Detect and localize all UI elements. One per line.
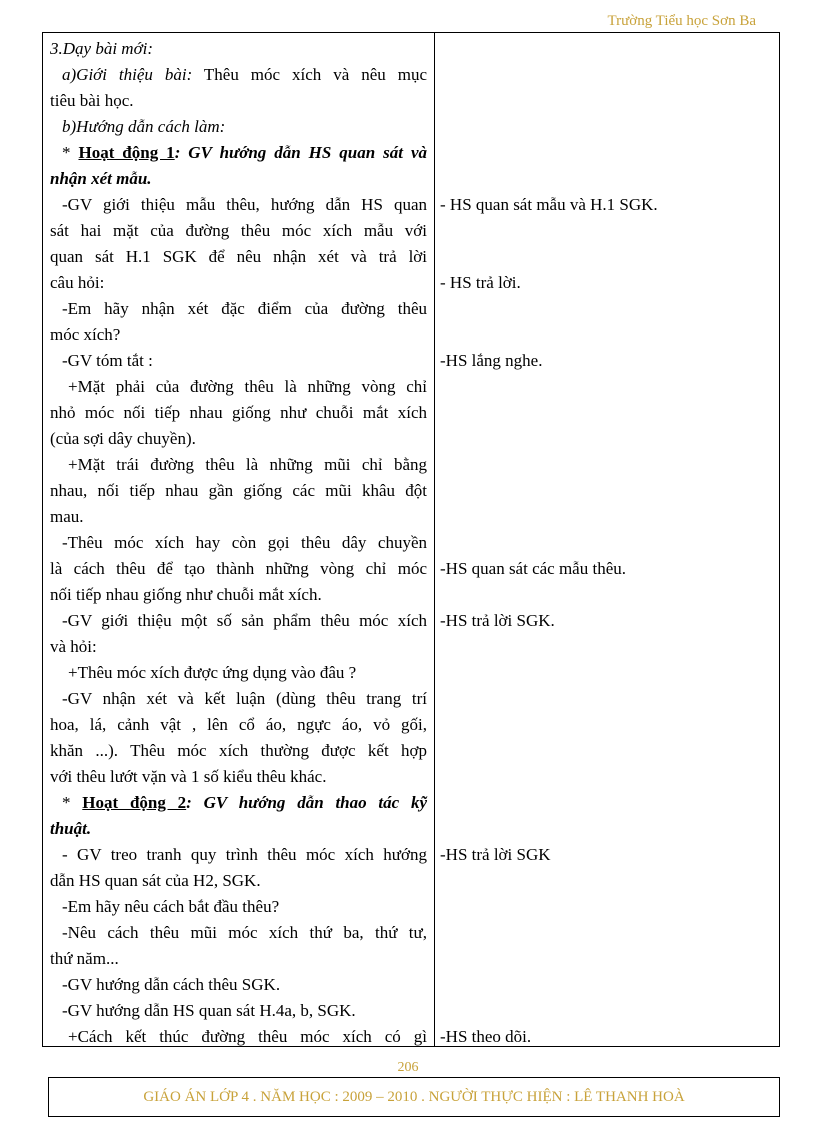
activity-1-title-cont: nhận xét mẫu. xyxy=(50,169,152,188)
text-line: nhau, nối tiếp nhau gần giống các mũi khâu đột xyxy=(50,481,427,500)
text-line: -GV giới thiệu một số sản phẩm thêu móc xích xyxy=(62,611,427,630)
text-line: -Em hãy nêu cách bắt đầu thêu? xyxy=(62,897,280,916)
activity-1-label: Hoạt động 1 xyxy=(78,143,175,162)
text-line: câu hỏi: xyxy=(50,273,105,292)
text-line: -GV giới thiệu mẫu thêu, hướng dẫn HS quan xyxy=(62,195,427,214)
student-activity: - HS quan sát mẫu và H.1 SGK. xyxy=(440,195,658,214)
column-divider xyxy=(434,33,435,1046)
text-line: móc xích? xyxy=(50,325,121,344)
school-name-header: Trường Tiểu học Sơn Ba xyxy=(607,13,756,29)
text-line: - GV treo tranh quy trình thêu móc xích hướng xyxy=(62,845,427,864)
text-line: -Nêu cách thêu mũi móc xích thứ ba, thứ tư, xyxy=(62,923,427,942)
text-line: +Mặt trái đường thêu là những mũi chỉ bằng xyxy=(68,455,427,474)
text-line: -GV hướng dẫn HS quan sát H.4a, b, SGK. xyxy=(62,1001,356,1020)
activity-2-label: Hoạt động 2 xyxy=(82,793,187,812)
student-activity: -HS lắng nghe. xyxy=(440,351,543,370)
intro-line xyxy=(50,62,427,88)
text-line: nhỏ móc nối tiếp nhau giống như chuỗi mắt xích xyxy=(50,403,427,422)
student-activity: - HS trả lời. xyxy=(440,273,521,292)
intro-label: a)Giới thiệu bài: xyxy=(62,65,193,84)
student-activity: -HS theo dõi. xyxy=(440,1027,532,1046)
activity-2-heading xyxy=(50,790,427,816)
intro-text: Thêu móc xích và nêu mục xyxy=(192,65,427,84)
activity-2-title-cont: thuật. xyxy=(50,819,92,838)
activity-1-title: : GV hướng dẫn HS quan sát và xyxy=(174,143,428,162)
activity-2-title: : GV hướng dẫn thao tác kỹ xyxy=(186,793,428,812)
text-line: hoa, lá, cảnh vật , lên cổ áo, ngực áo, vỏ gối, xyxy=(50,715,427,734)
text-line: +Mặt phải của đường thêu là những vòng chỉ xyxy=(68,377,427,396)
text-line: là cách thêu để tạo thành những vòng chỉ móc xyxy=(50,559,427,578)
footer-text: GIÁO ÁN LỚP 4 . NĂM HỌC : 2009 – 2010 . NGƯỜI THỰC HIỆN : LÊ THANH HOÀ xyxy=(143,1089,685,1105)
page-number: 206 xyxy=(397,1060,419,1075)
text-line: với thêu lướt vặn và 1 số kiểu thêu khác. xyxy=(50,767,327,786)
footer-box xyxy=(48,1077,780,1117)
text-line: dẫn HS quan sát của H2, SGK. xyxy=(50,871,261,890)
text-line: nối tiếp nhau giống như chuỗi mắt xích. xyxy=(50,585,322,604)
activity-1-heading xyxy=(50,140,427,166)
section-heading: 3.Dạy bài mới: xyxy=(50,39,154,58)
text-line: quan sát H.1 SGK để nêu nhận xét và trả lời xyxy=(50,247,427,266)
text-line: (của sợi dây chuyền). xyxy=(50,429,196,448)
text-line: tiêu bài học. xyxy=(50,91,134,110)
text-line: +Cách kết thúc đường thêu móc xích có gì xyxy=(68,1027,427,1046)
text-line: -Thêu móc xích hay còn gọi thêu dây chuyền xyxy=(62,533,427,552)
text-line: -GV hướng dẫn cách thêu SGK. xyxy=(62,975,281,994)
text-line: -GV nhận xét và kết luận (dùng thêu trang trí xyxy=(62,689,427,708)
text-line: +Thêu móc xích được ứng dụng vào đâu ? xyxy=(68,663,357,682)
text-line: -GV tóm tắt : xyxy=(62,351,153,370)
text-line: khăn ...). Thêu móc xích thường được kết hợp xyxy=(50,741,427,760)
text-line: -Em hãy nhận xét đặc điểm của đường thêu xyxy=(62,299,427,318)
bullet: * xyxy=(62,793,83,812)
bullet: * xyxy=(62,143,79,162)
text-line: mau. xyxy=(50,507,84,526)
student-activity: -HS trả lời SGK. xyxy=(440,611,555,630)
lesson-table xyxy=(42,32,780,1047)
student-activity: -HS quan sát các mẫu thêu. xyxy=(440,559,626,578)
text-line: và hỏi: xyxy=(50,637,97,656)
student-activity: -HS trả lời SGK xyxy=(440,845,551,864)
text-line: thứ năm... xyxy=(50,949,119,968)
text-line: sát hai mặt của đường thêu móc xích mẫu với xyxy=(50,221,427,240)
subsection-heading: b)Hướng dẫn cách làm: xyxy=(62,117,226,136)
